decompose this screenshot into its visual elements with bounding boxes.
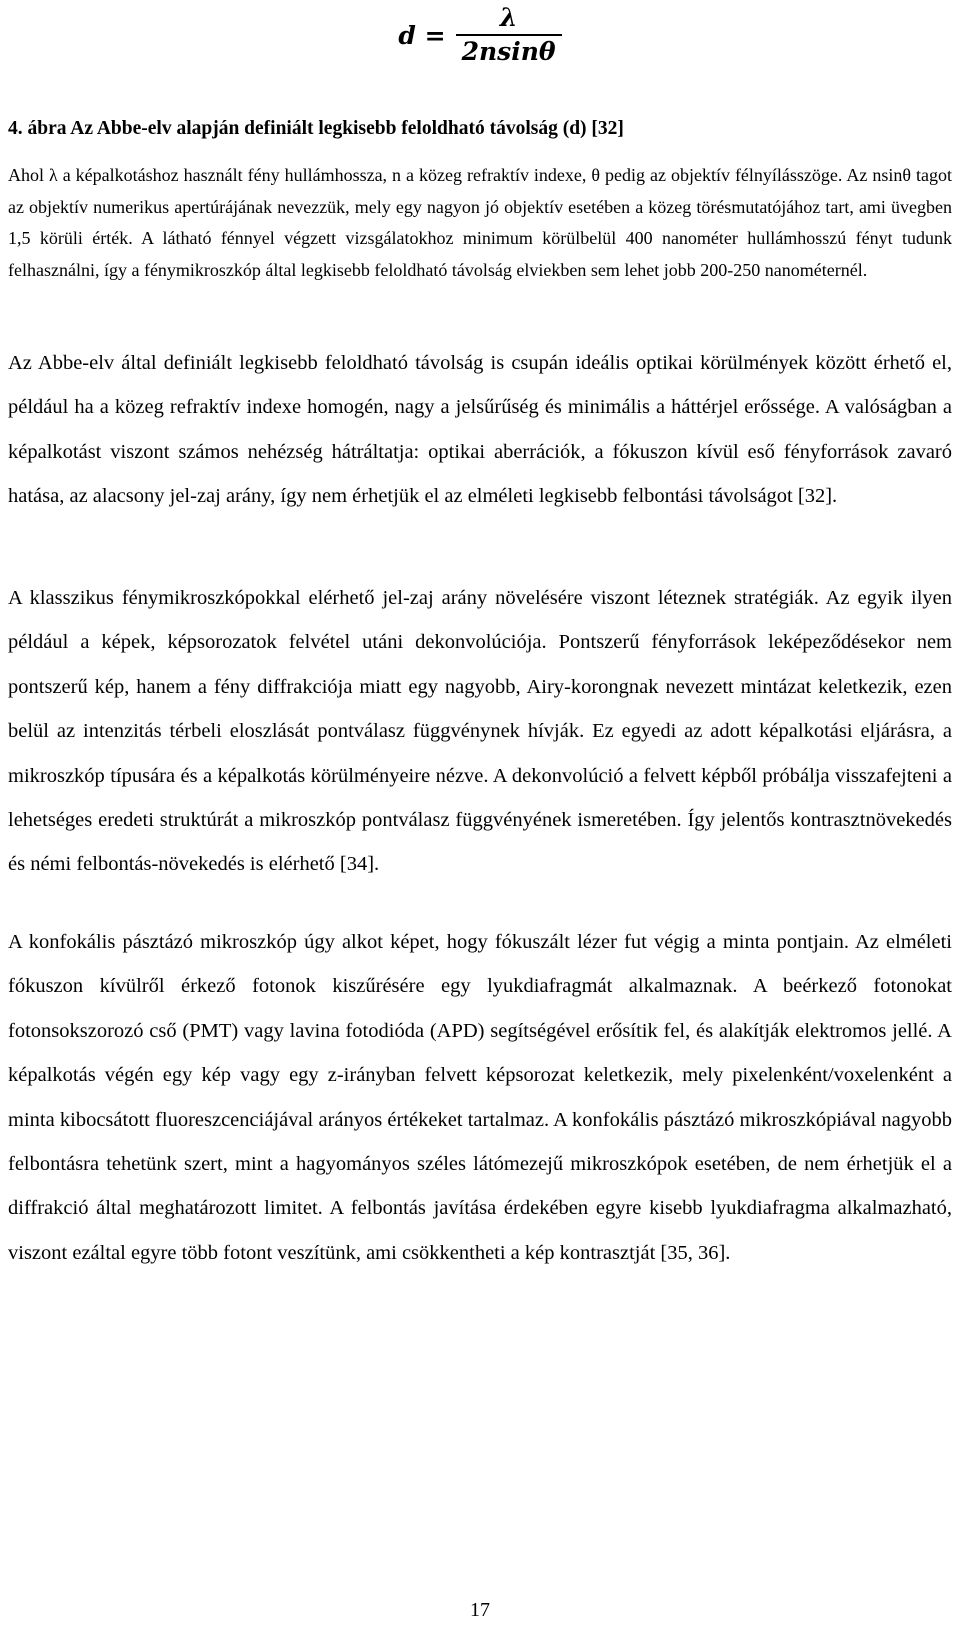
page-number: 17 [470, 1599, 490, 1621]
paragraph-confocal: A konfokális pásztázó mikroszkóp úgy alkot képet, hogy fókuszált lézer fut végig a minta pontjain. Az elméleti fókuszon kívülről érkező fotonok kiszűrésére egy lyukdiafragmát alkalmaznak. A beérkező fotonokat fotonsokszorozó cső (PMT) vagy lavina fotodióda (APD) segítségével erősítik fel, és alakítják elektromos jellé. A képalkotás végén egy kép vagy egy z-irányban felvett képsorozat keletkezik, mely pixelenként/voxelenként a minta kibocsátott fluoreszcenciájával arányos értékeket tartalmaz. A konfokális pásztázó mikroszkópiával nagyobb felbontásra tehetünk szert, mint a hagyományos széles látómezejű mikroszkópok esetében, de nem érhetjük el a diffrakció által meghatározott limitet. A felbontás javítása érdekében egyre kisebb lyukdiafragma alkalmazható, viszont ezáltal egyre több fotont veszítünk, ami csökkentheti a kép kontrasztját [35, 36]. [8, 931, 952, 1264]
abbe-formula [0, 0, 960, 70]
paragraph-abbe-limits: Az Abbe-elv által definiált legkisebb feloldható távolság is csupán ideális optikai körülmények között érhető el, például ha a közeg refraktív indexe homogén, nagy a jelsűrűség és minimális a háttérjel erőssége. A valóságban a képalkotást viszont számos nehézség hátráltatja: optikai aberrációk, a fókuszon kívül eső fényforrások zavaró hatása, az alacsony jel-zaj arány, így nem érhetjük el az elméleti legkisebb felbontási távolságot [32]. [8, 352, 952, 508]
formula-denominator: 2nsinθ [461, 37, 556, 66]
paragraph-deconvolution: A klasszikus fénymikroszkópokkal elérhető jel-zaj arány növelésére viszont léteznek stratégiák. Az egyik ilyen például a képek, képsorozatok felvétel utáni dekonvolúciója. Pontszerű fényforrások leképeződésekor nem pontszerű kép, hanem a fény diffrakciója miatt egy nagyobb, Airy-korongnak nevezett mintázat keletkezik, ezen belül az intenzitás térbeli eloszlását pontválasz függvénynek hívják. Ez egyedi az adott képalkotási eljárásra, a mikroszkóp típusára és a képalkotás körülményeire nézve. A dekonvolúció a felvett képből próbálja visszafejteni a lehetséges eredeti struktúrát a mikroszkóp pontválasz függvényének ismeretében. Így jelentős kontrasztnövekedés és némi felbontás-növekedés is elérhető [34]. [8, 587, 952, 876]
figure-caption: 4. ábra Az Abbe-elv alapján definiált legkisebb feloldható távolság (d) [32] [8, 118, 624, 139]
formula-explanation: Ahol λ a képalkotáshoz használt fény hullámhossza, n a közeg refraktív indexe, θ pedig az objektív félnyílásszöge. Az nsinθ tagot az objektív numerikus apertúrájának nevezzük, mely egy nagyon jó objektív esetében a közeg törésmutatójához tart, ami üvegben 1,5 körüli érték. A látható fénnyel végzett vizsgálatokhoz minimum körülbelül 400 nanométer hullámhosszú fényt tudunk felhasználni, így a fénymikroszkóp által legkisebb feloldható távolság elviekben sem lehet jobb 200-250 nanométernél. [8, 165, 952, 280]
formula-numerator: λ [499, 3, 518, 32]
formula-fraction [456, 4, 562, 66]
formula-lhs: d = [398, 20, 446, 50]
